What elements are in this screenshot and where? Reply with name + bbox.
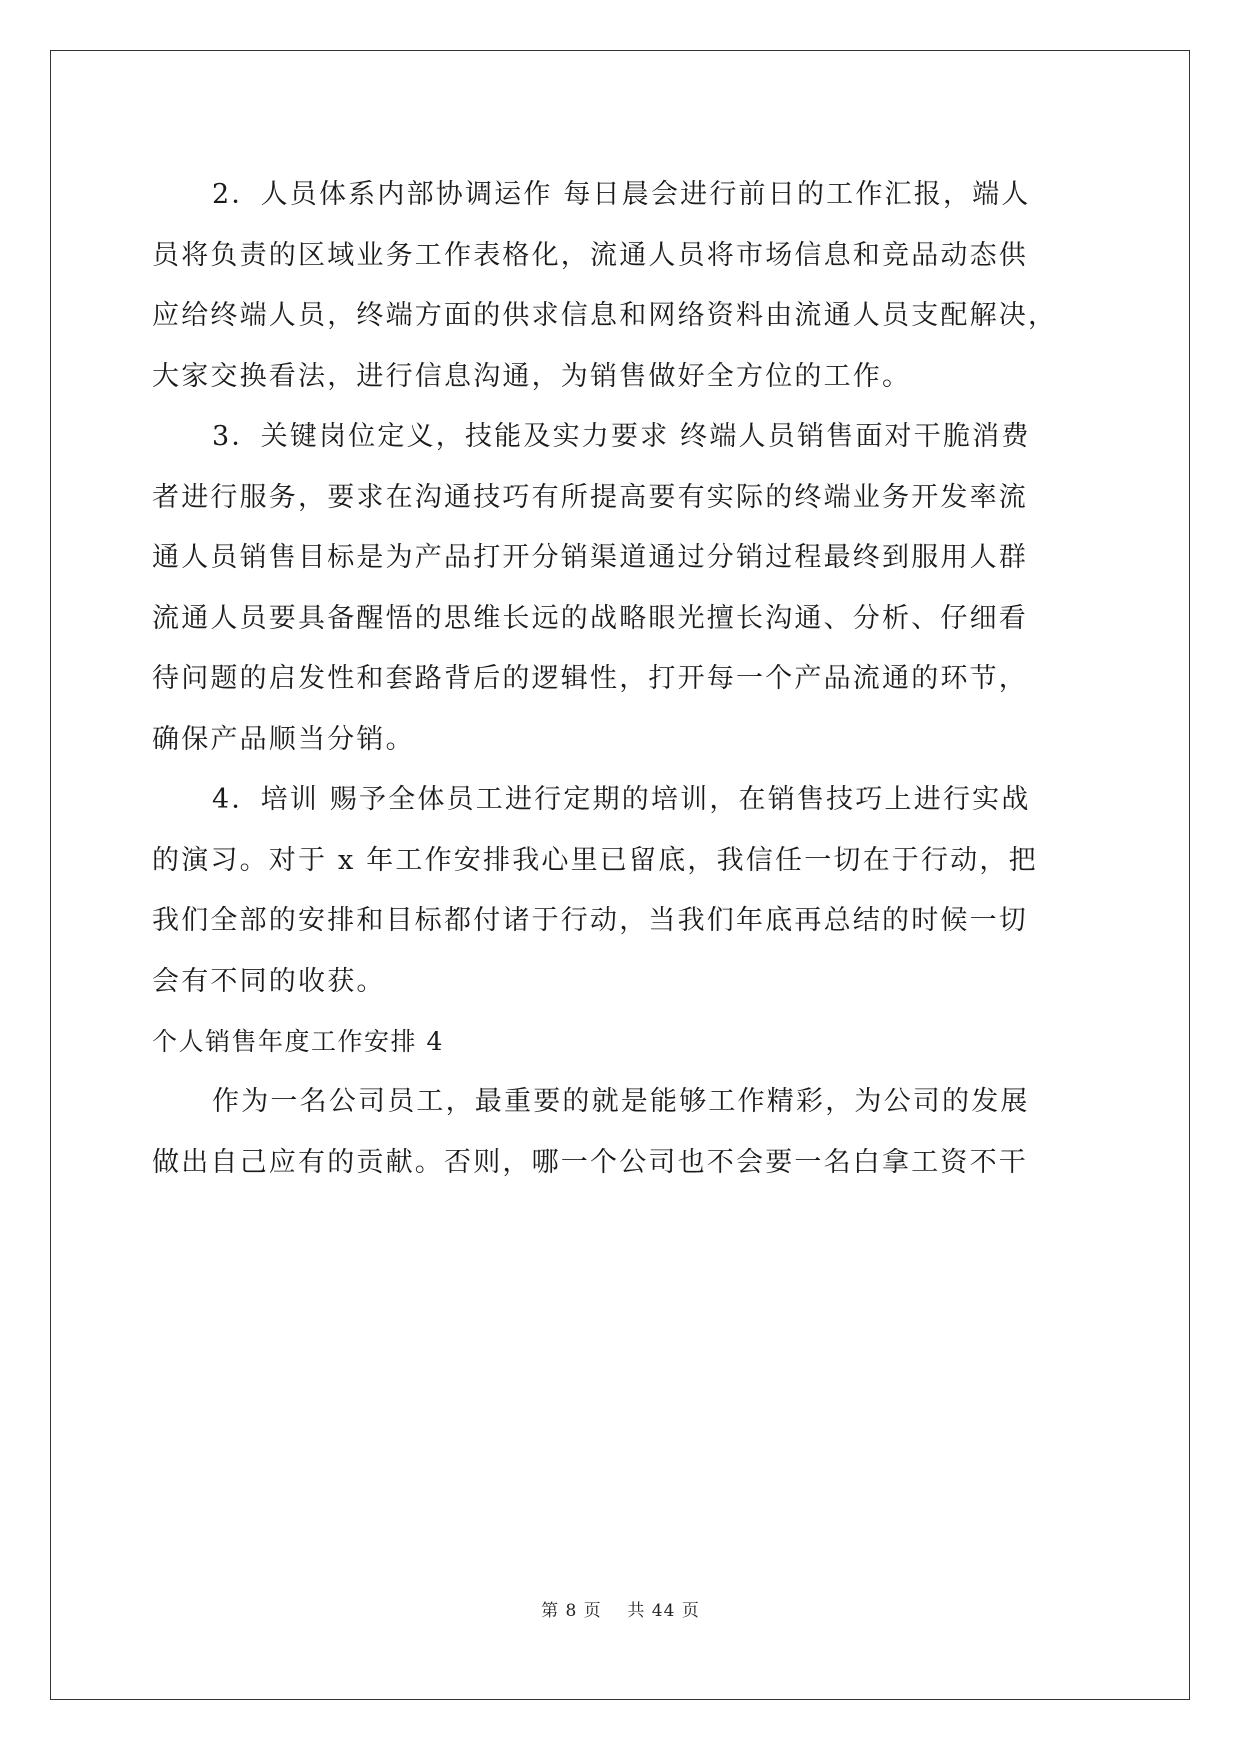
text-line: 的演习。对于 x 年工作安排我心里已留底，我信任一切在于行动，把 bbox=[152, 844, 1038, 876]
text-line: 大家交换看法，进行信息沟通，为销售做好全方位的工作。 bbox=[152, 360, 912, 392]
page-number-footer: 第 8 页 共 44 页 bbox=[541, 1601, 700, 1621]
text-line: 待问题的启发性和套路背后的逻辑性，打开每一个产品流通的环节， bbox=[152, 663, 1028, 694]
text-line: 确保产品顺当分销。 bbox=[152, 723, 415, 755]
document-body bbox=[152, 165, 1092, 1193]
text-line: 3．关键岗位定义，技能及实力要求 终端人员销售面对干脆消费 bbox=[212, 421, 1031, 452]
text-line: 做出自己应有的贡献。否则，哪一个公司也不会要一名白拿工资不干 bbox=[152, 1146, 1028, 1178]
text-line: 流通人员要具备醒悟的思维长远的战略眼光擅长沟通、分析、仔细看 bbox=[152, 602, 1028, 634]
text-line: 会有不同的收获。 bbox=[152, 965, 386, 997]
text-line: 通人员销售目标是为产品打开分销渠道通过分销过程最终到服用人群 bbox=[152, 542, 1028, 573]
text-line: 者进行服务，要求在沟通技巧有所提高要有实际的终端业务开发率流 bbox=[152, 481, 1028, 513]
paragraph-4 bbox=[152, 770, 1092, 1012]
paragraph-2 bbox=[152, 165, 1092, 407]
text-line: 4．培训 赐予全体员工进行定期的培训，在销售技巧上进行实战 bbox=[212, 784, 1031, 815]
section-heading: 个人销售年度工作安排 4 bbox=[152, 1027, 444, 1056]
text-line: 我们全部的安排和目标都付诸于行动，当我们年底再总结的时候一切 bbox=[152, 905, 1028, 936]
text-line: 应给终端人员，终端方面的供求信息和网络资料由流通人员支配解决， bbox=[152, 300, 1058, 331]
text-line: 2．人员体系内部协调运作 每日晨会进行前日的工作汇报，端人 bbox=[212, 179, 1031, 210]
paragraph-3 bbox=[152, 407, 1092, 770]
text-line: 作为一名公司员工，最重要的就是能够工作精彩，为公司的发展 bbox=[212, 1086, 1030, 1117]
text-line: 员将负责的区域业务工作表格化，流通人员将市场信息和竞品动态供 bbox=[152, 239, 1028, 271]
paragraph-intro bbox=[152, 1072, 1092, 1193]
